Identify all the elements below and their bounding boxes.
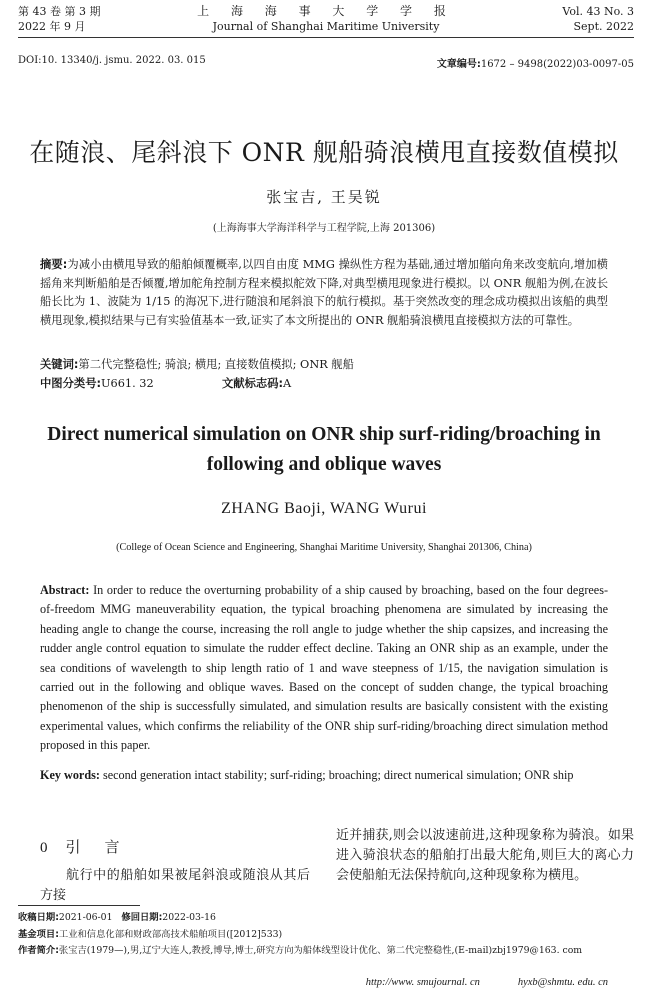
keywords-en-text: second generation intact stability; surf-riding; broaching; direct numerical simulation; ONR ship: [102, 768, 574, 782]
abstract-cn-text: 为减小由横甩导致的船舶倾覆概率,以四自由度 MMG 操纵性方程为基础,通过增加艏向角来改变航向,增加横摇角来判断船舶是否倾覆,增加舵角控制方程来模拟舵效下降,对典型横甩现象进行模拟。以 ONR 舰船为例,在波长船长比为 1、波陡为 1/15 的海况下,进行随浪和尾斜浪下的航行模拟。基于突然改变的理念成功模拟出该船的典型横甩现象,模拟结果与已有实验值基本一致,证实了本文所提出的 ONR 舰船骑浪横甩直接模拟方法的可靠性。: [40, 258, 608, 327]
header-volume-en: Vol. 43 No. 3: [562, 5, 634, 18]
header-volume-cn: 第 43 卷 第 3 期: [18, 5, 101, 18]
authors-cn: 张宝吉, 王吴锐: [266, 188, 382, 206]
clc-number: [40, 375, 154, 394]
body-text-left: 航行中的船舶如果被尾斜浪或随浪从其后方接: [40, 868, 310, 903]
author-bio-text: 张宝吉(1979—),男,辽宁大连人,教授,博导,博士,研究方向为船体线型设计优化、第二代完整稳性,(E-mail)zbj1979@163. com: [58, 945, 583, 956]
affiliation-en: (College of Ocean Science and Engineering, Shanghai Maritime University, Shanghai 201306, China): [116, 542, 532, 553]
received-date: 2021-06-01: [58, 912, 113, 923]
section-heading: [40, 836, 122, 857]
article-number-label: 文章编号:: [436, 59, 481, 70]
title-cn: 在随浪、尾斜浪下 ONR 舰船骑浪横甩直接数值模拟: [29, 138, 619, 167]
footer-links: [328, 977, 608, 988]
footnote-dates: [18, 910, 634, 927]
document-code-label: 文献标志码:: [222, 377, 284, 390]
keywords-cn: [40, 356, 608, 375]
article-number: [437, 55, 634, 70]
document-code: [222, 375, 291, 394]
body-text-right: 近并捕获,则会以波速前进,这种现象称为骑浪。如果进入骑浪状态的船舶打出最大舵角,则巨大的离心力会使船舶无法保持航向,这种现象称为横甩。: [336, 828, 634, 883]
header-journal-cn: 上 海 海 事 大 学 学 报: [197, 4, 455, 18]
affiliation-cn: (上海海事大学海洋科学与工程学院,上海 201306): [212, 223, 436, 234]
header-right: [562, 4, 634, 34]
keywords-en: [40, 766, 608, 785]
header-journal-en: Journal of Shanghai Maritime University: [212, 20, 440, 33]
journal-url[interactable]: http://www. smujournal. cn: [365, 977, 480, 988]
doi: DOI:10. 13340/j. jsmu. 2022. 03. 015: [18, 55, 206, 66]
clc-label: 中图分类号:: [40, 377, 102, 390]
keywords-cn-text: 第二代完整稳性; 骑浪; 横甩; 直接数值模拟; ONR 舰船: [78, 358, 354, 371]
fund-label: 基金项目:: [18, 928, 59, 940]
section-title-part2: 言: [104, 838, 122, 856]
abstract-en-label: Abstract:: [40, 583, 90, 597]
footnote-divider: [18, 905, 140, 906]
footnotes: [18, 910, 634, 960]
header-date-en: Sept. 2022: [573, 20, 634, 33]
author-bio-label: 作者简介:: [18, 945, 59, 956]
footnote-author: [18, 943, 634, 960]
article-number-value: 1672 – 9498(2022)03-0097-05: [480, 59, 634, 70]
document-code-value: A: [283, 377, 292, 390]
footnote-fund: [18, 927, 634, 944]
abstract-en: [40, 581, 608, 756]
revised-date: 2022-03-16: [162, 912, 216, 923]
title-en: Direct numerical simulation on ONR ship surf-riding/broaching in following and oblique waves: [47, 424, 601, 475]
keywords-cn-label: 关键词:: [40, 358, 79, 371]
section-number: 0: [40, 840, 50, 856]
fund-text: 工业和信息化部和财政部高技术船舶项目([2012]533): [58, 928, 283, 940]
keywords-en-label: Key words:: [40, 768, 100, 782]
revised-label: 修回日期:: [121, 912, 163, 923]
abstract-cn-label: 摘要:: [40, 258, 68, 271]
journal-email[interactable]: hyxb@shmtu. edu. cn: [517, 977, 608, 988]
running-header: [18, 4, 634, 38]
received-label: 收稿日期:: [18, 912, 59, 923]
abstract-cn: [40, 256, 608, 330]
clc-value: U661. 32: [101, 377, 154, 390]
abstract-en-text: In order to reduce the overturning probability of a ship caused by broaching, based on the four degrees-of-freedom MMG maneuverability equation, the typical broaching phenomena are simulated by increasing the heading angle to change the course, increasing the roll angle to judge whether the ship capsizes, and increasing the rudder angle control equation to simulate the rudder effect decline. Taking an ONR ship as an example, under the sea conditions of wavelength to ship length ratio of 1 and wave steepness of 1/15, the navigation simulation is carried out in the following and oblique waves. Based on the concept of sudden change, the typical broaching phenomenon of the ship is successfully simulated, and simulation results are basically consistent with the existing experimental values, which confirms the reliability of the ONR ship surf-riding/broaching direct simulation method proposed in this paper.: [40, 583, 609, 753]
section-title-part1: 引: [65, 838, 83, 856]
authors-en: ZHANG Baoji, WANG Wurui: [221, 500, 427, 517]
header-center: [18, 4, 634, 34]
header-date-cn: 2022 年 9 月: [18, 20, 86, 33]
